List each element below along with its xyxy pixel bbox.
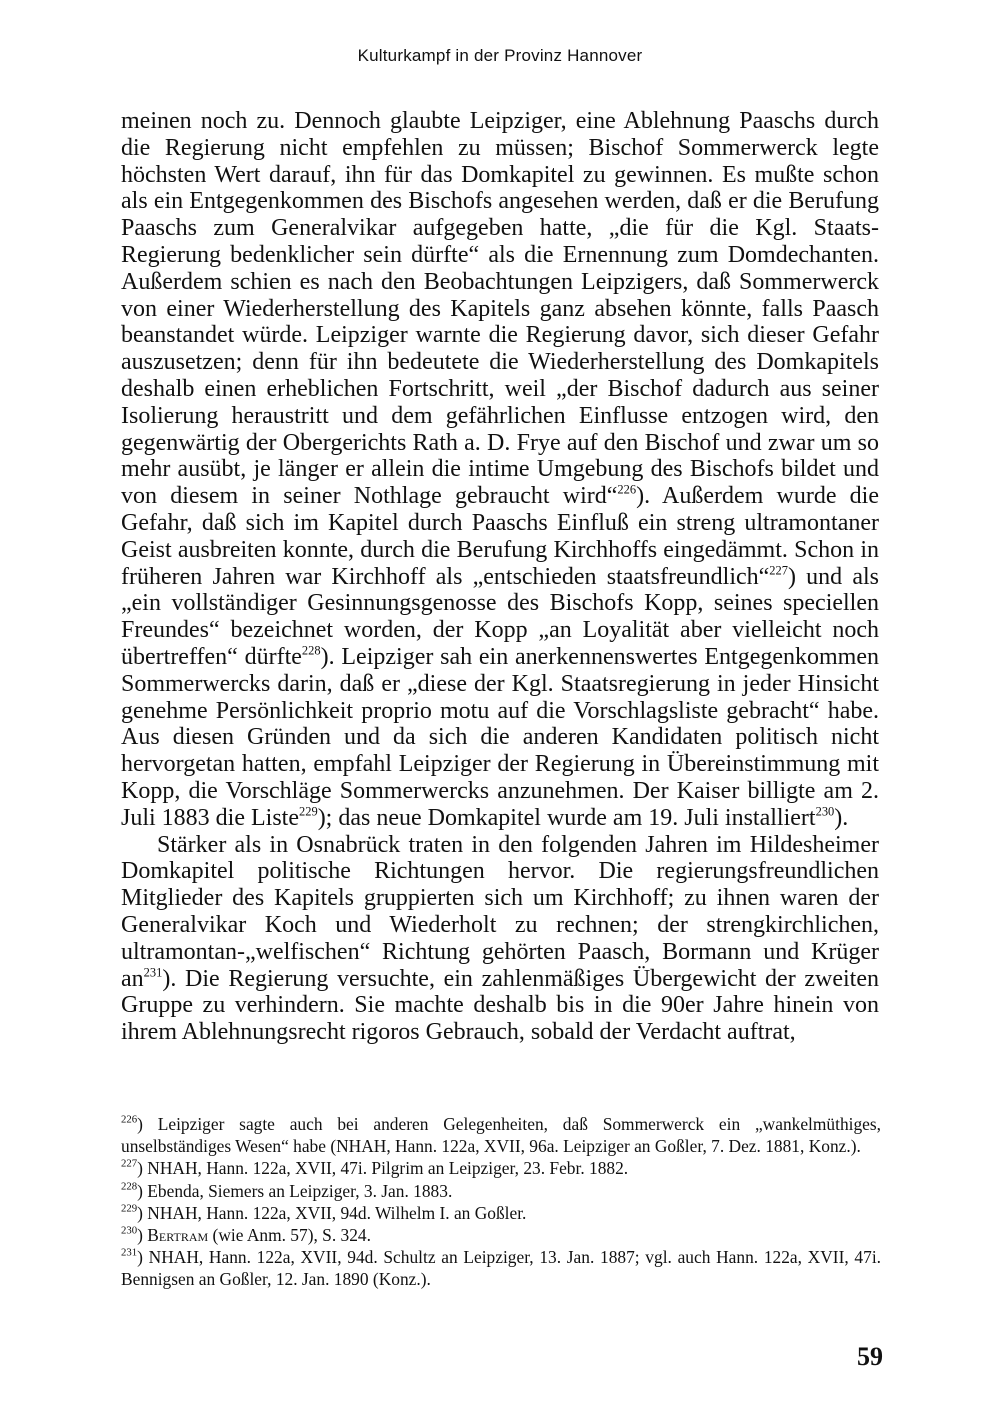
main-text <box>121 108 879 1046</box>
footnote-text: ) NHAH, Hann. 122a, XVII, 94d. Schultz an Leipziger, 13. Jan. 1887; vgl. auch Hann. 122a, XVII, 47i. Bennigsen an Goßler, 12. Jan. 1890 (Konz.). <box>121 1247 881 1290</box>
body-text: ). Leipziger sah ein anerkennenswertes Entgegenkommen Sommerwercks darin, daß er „diese der Kgl. Staatsregierung in jeder Hinsicht genehme Persönlichkeit proprio motu auf die Vorschlagsliste gebracht“ habe. Aus diesen Gründen und da sich die anderen Kandidaten politisch nicht hervorgetan hatten, empfahl Leipziger der Regierung in Übereinstimmung mit Kopp, die Vorschläge Sommerwercks anzunehmen. Der Kaiser billigte am 2. Juli 1883 die Liste <box>121 643 879 831</box>
body-text: ). Außerdem wurde die Gefahr, daß sich im Kapitel durch Paaschs Einfluß ein streng ultramontaner Geist ausbreiten konnte, durch die Berufung Kirchhoffs eingedämmt. Schon in früheren Jahren war Kirchhoff als „entschieden staatsfreundlich“ <box>121 483 880 590</box>
body-text: ) und als „ein vollständiger Gesinnungsgenosse des Bischofs Kopp, seines speciellen Freundes“ bezeichnet worden, der Kopp „an Loyalität aber vielleicht noch übertreffen“ dürfte <box>121 563 879 670</box>
running-head: Kulturkampf in der Provinz Hannover <box>357 46 643 65</box>
body-paragraph <box>121 832 879 1046</box>
body-paragraph <box>121 108 879 832</box>
footnote-number: 229 <box>121 1202 138 1215</box>
body-text: ); das neue Domkapitel wurde am 19. Juli installiert <box>317 804 816 831</box>
footnote: $^{230}$) Bertram (wie Anm. 57), S. 324. <box>121 1224 371 1246</box>
footnote-text: ) Leipziger sagte auch bei anderen Gelegenheiten, daß Sommerwerck ein „wankelmüthiges, unselbständiges Wesen“ habe (NHAH, Hann. 122a, XVII, 96a. Leipziger an Goßler, 7. Dez. 1881, Konz.). <box>121 1114 881 1157</box>
footnote-reference: 229 <box>298 804 318 819</box>
footnote-author: Bertram <box>147 1225 209 1246</box>
footnote-reference: 228 <box>301 643 321 658</box>
footnote <box>121 1246 881 1290</box>
footnote <box>121 1157 881 1179</box>
footnote-text: ) Ebenda, Siemers an Leipziger, 3. Jan. 1883. <box>137 1180 453 1201</box>
footnote-number: 226 <box>121 1113 138 1126</box>
footnote-reference: 227 <box>769 563 788 578</box>
body-text: meinen noch zu. Dennoch glaubte Leipziger, eine Ablehnung Paaschs durch die Regierung nicht empfehlen zu müssen; Bischof Sommerwerck legte höchsten Wert darauf, ihn für das Domkapitel zu gewinnen. Es mußte schon als ein Entgegenkommen des Bischofs angesehen werden, daß er die Berufung Paaschs zum Generalvikar aufgegeben hatte, „die für die Kgl. Staats-Regierung bedenklicher sein dürfte“ als die Ernennung zum Domdechanten. Außerdem schien es nach den Beobachtungen Leipzigers, daß Sommerwerck von einer Wiederherstellung des Kapitels ganz absehen könnte, falls Paasch beanstandet würde. Leipziger warnte die Regierung davor, sich dieser Gefahr auszusetzen; denn für ihn bedeutete die Wiederherstellung des Domkapitels deshalb einen erheblichen Fortschritt, weil „der Bischof dadurch aus seiner Isolierung heraustritt und dem gefährlichen Einflusse entzogen wird, den gegenwärtig der Obergerichts Rath a. D. Frye auf den Bischof und zwar um so mehr ausübt, je länger er allein die intime Umgebung des Bischofs bildet und von diesem in seiner Nothlage gebraucht wird“ <box>121 108 879 510</box>
footnote <box>121 1202 881 1224</box>
body-text: ). <box>834 804 849 831</box>
footnote-number: 228 <box>121 1180 138 1193</box>
footnote-reference: 226 <box>617 482 637 497</box>
body-text: Stärker als in Osnabrück traten in den folgenden Jahren im Hildesheimer Domkapitel politische Richtungen hervor. Die regierungsfreundlichen Mitglieder des Kapitels gruppierten sich um Kirchhoff; zu ihnen waren der Generalvikar Koch und Wiederholt zu rechnen; der strengkirchlichen, ultramontan-„welfischen“ Richtung gehörten Paasch, Bormann und Krüger an <box>121 831 879 992</box>
footnote-number: 231 <box>121 1246 138 1259</box>
footnote-text: ) NHAH, Hann. 122a, XVII, 94d. Wilhelm I. an Goßler. <box>137 1202 527 1223</box>
footnote-text: ) NHAH, Hann. 122a, XVII, 47i. Pilgrim an Leipziger, 23. Febr. 1882. <box>137 1158 629 1179</box>
footnote <box>121 1180 881 1202</box>
footnote-number: 230 <box>121 1224 138 1237</box>
footnote-text: (wie Anm. 57), S. 324. <box>208 1225 371 1246</box>
footnote-reference: 231 <box>143 965 163 980</box>
footnote <box>121 1113 881 1157</box>
body-text: ). Die Regierung versuchte, ein zahlenmäßiges Übergewicht der zweiten Gruppe zu verhindern. Sie machte deshalb bis in die 90er Jahre hinein von ihrem Ablehnungsrecht rigoros Gebrauch, sobald der Verdacht auftrat, <box>121 965 879 1046</box>
footnote-reference: 230 <box>815 804 835 819</box>
footnote-number: 227 <box>121 1157 138 1170</box>
footnotes <box>121 1113 881 1291</box>
page-number: 59 <box>857 1342 883 1371</box>
